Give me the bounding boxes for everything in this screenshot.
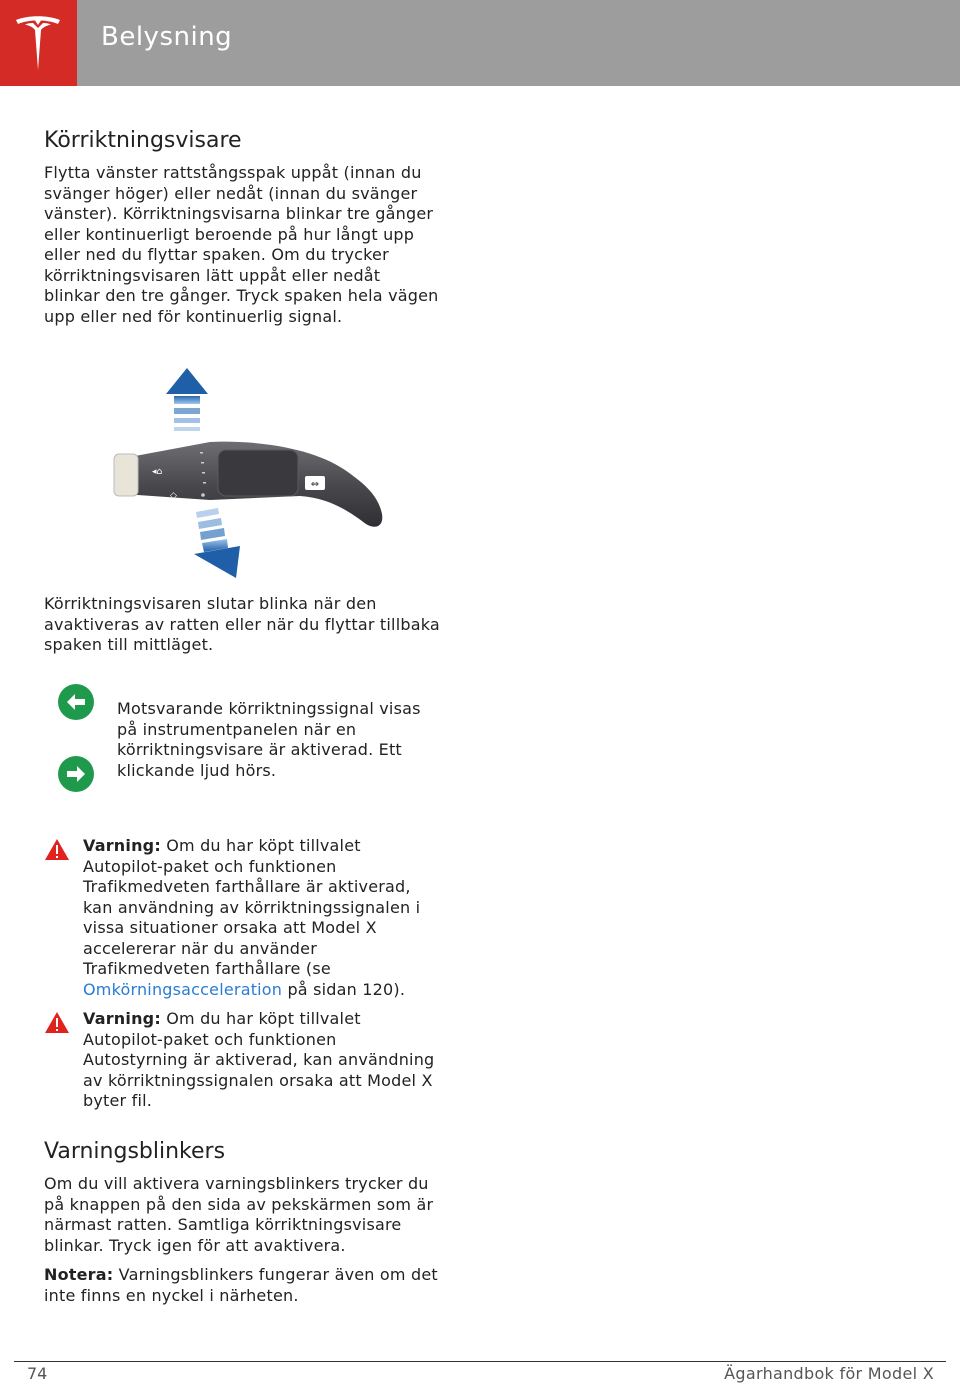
- warning-text: Varning: Om du har köpt tillvalet Autopilot-paket och funktionen Trafikmedveten farthållare är aktiverad, kan användning av körriktningssignalen i vissa situationer orsaka att Model X accelererar när du använder Trafikmedveten farthållare (se Omkörningsacceleration på sidan 120).: [83, 836, 421, 999]
- warning-label: Varning:: [83, 836, 161, 855]
- indicator-note-text: Motsvarande körriktningssignal visas på instrumentpanelen när en körriktningsvisare är aktiverad. Ett klickande ljud hörs.: [117, 699, 421, 780]
- turn-left-indicator-icon: [58, 684, 94, 720]
- section-heading-hazard-lights: Varningsblinkers: [44, 1139, 226, 1164]
- turn-signal-section: [44, 128, 440, 327]
- warning-text: Varning: Om du har köpt tillvalet Autopilot-paket och funktionen Autostyrning är aktiverad, kan användning av körriktningssignalen orsaka att Model X byter fil.: [83, 1009, 435, 1110]
- page-title: Belysning: [101, 22, 233, 52]
- footer-divider: [14, 1361, 946, 1362]
- svg-text:⇔: ⇔: [310, 479, 320, 490]
- hazard-lights-paragraph: Om du vill aktivera varningsblinkers trycker du på knappen på den sida av pekskärmen som är närmast ratten. Samtliga körriktningsvisare blinkar. Tryck igen för att avaktivera.: [44, 1174, 434, 1255]
- brand-logo: [0, 0, 77, 86]
- warning-icon: [44, 838, 70, 861]
- overtake-acceleration-link[interactable]: Omkörningsacceleration: [83, 979, 283, 999]
- manual-title: Ägarhandbok för Model X: [724, 1364, 934, 1383]
- arrow-down-icon: [194, 508, 240, 578]
- page-number: 74: [27, 1364, 48, 1383]
- turn-right-indicator-icon: [58, 756, 94, 792]
- section-heading-turn-signals: Körriktningsvisare: [44, 128, 242, 153]
- svg-text:◂⌂: ◂⌂: [152, 467, 163, 477]
- arrow-up-icon: [166, 368, 208, 431]
- turn-signal-paragraph: Flytta vänster rattstångsspak uppåt (innan du svänger höger) eller nedåt (innan du svänger vänster). Körriktningsvisarna blinkar tre gånger eller kontinuerligt beroende på hur långt upp eller ned du flyttar spaken. Om du trycker körriktningsvisaren lätt uppåt eller nedåt blinkar den tre gånger. Tryck spaken hela vägen upp eller ned för kontinuerlig signal.: [44, 163, 439, 326]
- warning-label: Varning:: [83, 1009, 161, 1028]
- note-label: Notera:: [44, 1265, 114, 1284]
- page-header: [0, 0, 960, 86]
- turn-signal-cancel-paragraph: Körriktningsvisaren slutar blinka när den avaktiveras av ratten eller när du flyttar tillbaka spaken till mittläget.: [44, 594, 440, 654]
- warning-icon: [44, 1011, 70, 1034]
- tesla-logo-icon: [12, 14, 64, 72]
- svg-text:◇: ◇: [170, 491, 177, 501]
- turn-signal-stalk-illustration: [110, 366, 390, 581]
- hazard-lights-note: Notera: Varningsblinkers fungerar även om det inte finns en nyckel i närheten.: [44, 1265, 438, 1305]
- hazard-lights-section: [44, 1139, 440, 1306]
